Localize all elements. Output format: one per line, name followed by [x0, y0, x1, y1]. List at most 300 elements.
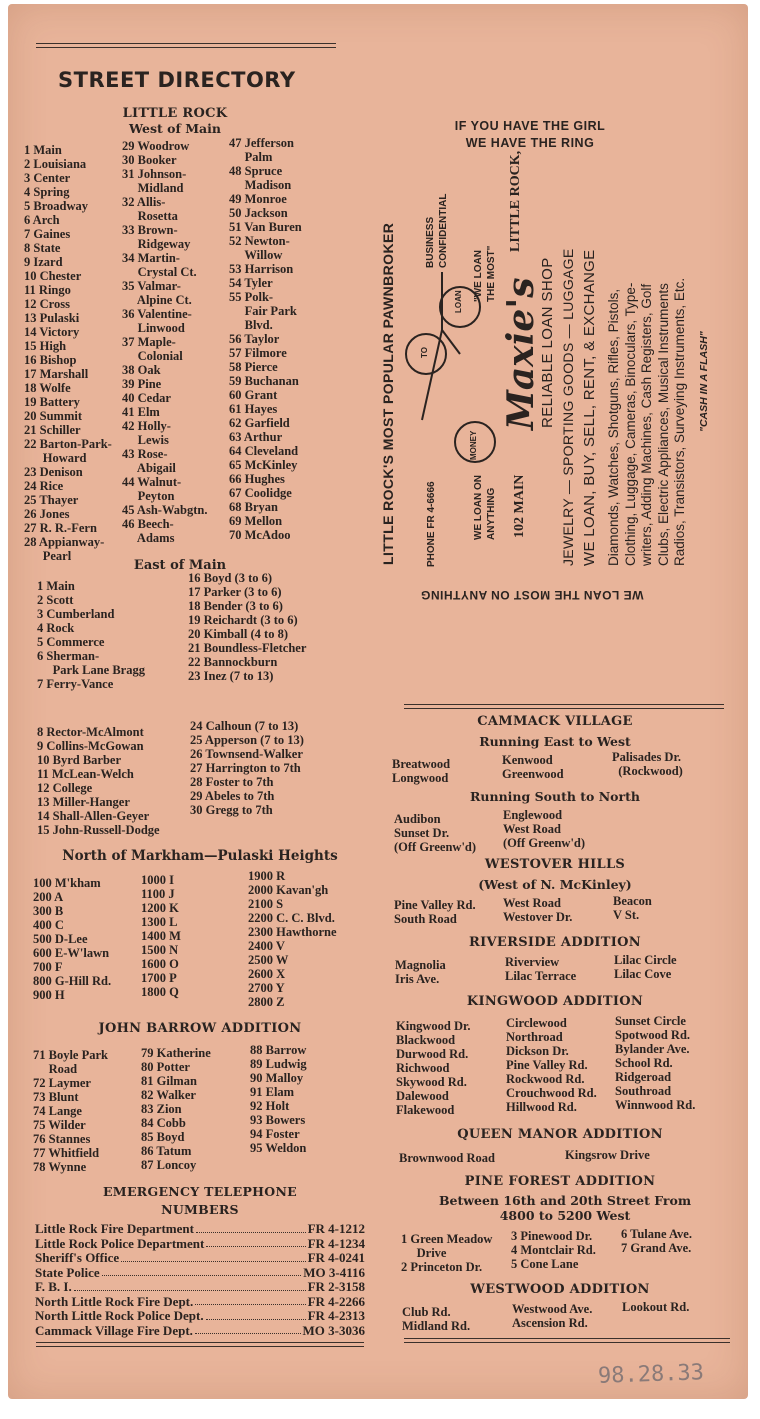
- markham-col1-item: 300 B: [33, 904, 64, 918]
- john-barrow-col3: [250, 1043, 307, 1155]
- west-main-col1-item: 10 Chester: [24, 269, 82, 283]
- markham-col1-item: 400 C: [33, 918, 64, 932]
- west-main-col1-item: 7 Gaines: [24, 227, 71, 241]
- west-main-col2-item: 41 Elm: [122, 405, 160, 419]
- ad-confidential-line1: BUSINESS: [425, 216, 436, 268]
- john-barrow-col3-item: 95 Weldon: [250, 1141, 307, 1155]
- john-barrow-col1-item: 77 Whitfield: [33, 1146, 100, 1160]
- emergency-phone-name: Little Rock Fire Department: [35, 1221, 194, 1236]
- markham-col3-item: 2700 Y: [248, 981, 285, 995]
- west-main-col1-item: 15 High: [24, 339, 67, 353]
- emergency-phone-number: FR 4-1234: [307, 1235, 365, 1251]
- west-main-col1-item: Pearl: [24, 549, 72, 563]
- markham-col2-item: 1400 M: [141, 929, 181, 943]
- west-main-col1-item: 18 Wolfe: [24, 381, 71, 395]
- west-main-col2-item: 38 Oak: [122, 363, 161, 377]
- emergency-phone-leader: [195, 1295, 305, 1306]
- westwood-col1-item: Midland Rd.: [402, 1319, 471, 1333]
- west-main-col2-item: 43 Rose-: [122, 447, 168, 461]
- east-main-col2-item: 16 Boyd (3 to 6): [188, 571, 273, 585]
- west-main-col2-item: Rosetta: [122, 209, 178, 223]
- west-main-col1-item: 17 Marshall: [24, 367, 89, 381]
- west-main-col1-item: 8 State: [24, 241, 61, 255]
- emergency-phone-name: F. B. I.: [35, 1279, 72, 1294]
- pine-forest-title: PINE FOREST ADDITION: [464, 1174, 656, 1189]
- westover-col2: [503, 896, 572, 924]
- kingwood-col2-item: Rockwood Rd.: [506, 1072, 585, 1086]
- cammack-ew-col3: [612, 750, 683, 778]
- markham-col3-item: 2800 Z: [248, 995, 285, 1009]
- cammack-sn-col2-item: (Off Greenw'd): [503, 836, 586, 850]
- west-main-col2-item: Peyton: [122, 489, 175, 503]
- cammack-ew-col3-item: Palisades Dr.: [612, 750, 681, 764]
- emergency-phone-row: [35, 1251, 365, 1266]
- ad-phone: PHONE FR 4-6666: [426, 481, 437, 567]
- cammack-rule: [404, 704, 724, 709]
- markham-col3-item: 2100 S: [248, 897, 284, 911]
- east-main-col4-item: 24 Calhoun (7 to 13): [190, 719, 299, 733]
- cammack-sn-col1: [394, 812, 476, 854]
- markham-col2-item: 1600 O: [141, 957, 179, 971]
- west-main-col1-item: 5 Broadway: [24, 199, 89, 213]
- west-main-col3-item: 57 Filmore: [229, 346, 287, 360]
- cammack-ew-col1: [392, 757, 450, 785]
- west-main-col3-item: Madison: [229, 178, 292, 192]
- john-barrow-col2-item: 87 Loncoy: [141, 1158, 197, 1172]
- cammack-ew-col1-item: Longwood: [392, 771, 449, 785]
- ad-jewelry: JEWELRY — SPORTING GOODS — LUGGAGE: [560, 248, 576, 566]
- pine-forest-col1-item: 1 Green Meadow: [401, 1232, 493, 1246]
- westover-col1: [394, 898, 476, 926]
- pine-forest-col2-item: 5 Cone Lane: [511, 1257, 579, 1271]
- west-main-col1-item: 21 Schiller: [24, 423, 81, 437]
- john-barrow-col2-item: 83 Zion: [141, 1102, 182, 1116]
- riverside-col2-item: Lilac Terrace: [505, 969, 577, 983]
- john-barrow-col1-item: Road: [33, 1062, 78, 1076]
- east-main-col3-item: 14 Shall-Allen-Geyer: [37, 809, 150, 823]
- ball-label-money: MONEY: [469, 430, 478, 460]
- cammack-title: CAMMACK VILLAGE: [477, 714, 633, 729]
- west-main-col2-item: 42 Holly-: [122, 419, 171, 433]
- john-barrow-col3-item: 91 Elam: [250, 1085, 295, 1099]
- east-main-col1-item: 2 Scott: [37, 593, 74, 607]
- little-rock-title: LITTLE ROCK: [122, 106, 228, 121]
- emergency-phone-name: State Police: [35, 1264, 100, 1280]
- west-main-col3-item: 59 Buchanan: [229, 374, 299, 388]
- emergency-phone-row: [35, 1237, 365, 1252]
- west-main-col3-item: 56 Taylor: [229, 332, 280, 346]
- east-main-col1-item: 3 Cumberland: [37, 607, 115, 621]
- cammack-ew-col2: [502, 753, 564, 781]
- west-main-col3-item: 47 Jefferson: [229, 136, 294, 150]
- east-main-col2-item: 18 Bender (3 to 6): [188, 599, 283, 613]
- ad-buy-sell: WE LOAN, BUY, SELL, RENT, & EXCHANGE: [581, 249, 598, 566]
- cammack-east-west: Running East to West: [479, 734, 631, 749]
- east-main-col4-item: 30 Gregg to 7th: [190, 803, 273, 817]
- westover-col2-item: West Road: [503, 896, 561, 910]
- kingwood-col3-item: Winnwood Rd.: [615, 1098, 696, 1112]
- west-main-col3-item: 70 McAdoo: [229, 528, 291, 542]
- west-main-col3-item: Palm: [229, 150, 273, 164]
- kingwood-col2-item: Northroad: [506, 1030, 563, 1044]
- emergency-phone-row: [35, 1266, 365, 1281]
- west-main-col1-item: 9 Izard: [24, 255, 63, 269]
- john-barrow-col1: [33, 1048, 108, 1174]
- westwood-col2-item: Ascension Rd.: [512, 1316, 588, 1330]
- west-main-col3-item: 61 Hayes: [229, 402, 278, 416]
- john-barrow-col2-item: 81 Gilman: [141, 1074, 197, 1088]
- west-main-col2-item: 46 Beech-: [122, 517, 174, 531]
- east-main-col1-item: 4 Rock: [37, 621, 75, 635]
- ad-items-line3: writers, Adding Machines, Cash Registers, Golf: [639, 283, 654, 566]
- ad-city: LITTLE ROCK,: [508, 150, 523, 252]
- west-main-col2-item: Abigail: [122, 461, 176, 475]
- markham-col1-item: 700 F: [33, 960, 63, 974]
- west-main-col2-item: Lewis: [122, 433, 169, 447]
- markham-col2-item: 1100 J: [141, 887, 175, 901]
- east-main-col4-item: 25 Apperson (7 to 13): [190, 733, 304, 747]
- ad-we-loan-on-line2: ANYTHING: [486, 487, 497, 540]
- west-main-col2-item: 40 Cedar: [122, 391, 171, 405]
- john-barrow-col1-item: 72 Laymer: [33, 1076, 91, 1090]
- west-main-col2-item: Adams: [122, 531, 175, 545]
- ball-label-loan: LOAN: [454, 290, 463, 313]
- emergency-phone-name: Cammack Village Fire Dept.: [35, 1322, 193, 1338]
- pine-forest-col2-item: 3 Pinewood Dr.: [511, 1229, 593, 1243]
- catalog-stamp: 98.28.33: [597, 1360, 705, 1389]
- kingwood-col1-item: Skywood Rd.: [396, 1075, 467, 1089]
- west-main-col1-item: 6 Arch: [24, 213, 60, 227]
- ad-items-line4: Clubs, Electric Appliances, Musical Instruments: [655, 283, 671, 566]
- west-main-col3-item: 69 Mellon: [229, 514, 283, 528]
- markham-col2-item: 1800 Q: [141, 985, 179, 999]
- west-main-col1-item: 26 Jones: [24, 507, 70, 521]
- john-barrow-col2-item: 79 Katherine: [141, 1046, 211, 1060]
- emergency-phone-number: MO 3-4116: [303, 1264, 365, 1280]
- emergency-phone-number: FR 4-0241: [307, 1250, 365, 1265]
- pine-forest-col1: [401, 1232, 492, 1274]
- kingwood-col1-item: Dalewood: [396, 1089, 449, 1103]
- ad-items-line1: Diamonds, Watches, Shotguns, Rifles, Pistols,: [606, 288, 621, 566]
- queen-manor-street2: Kingsrow Drive: [565, 1148, 650, 1162]
- west-main-col3-item: 54 Tyler: [229, 276, 273, 290]
- ad-items: [606, 278, 689, 566]
- markham-col1-item: 900 H: [33, 988, 65, 1002]
- john-barrow-col2: [141, 1046, 211, 1172]
- riverside-col1-item: Iris Ave.: [395, 972, 440, 986]
- east-main-col3: [37, 725, 160, 837]
- ad-cash-flash: "CASH IN A FLASH": [698, 331, 710, 432]
- cammack-ew-col2-item: Greenwood: [502, 767, 564, 781]
- west-main-col1-item: 3 Center: [24, 171, 71, 185]
- westwood-col3: [622, 1300, 689, 1314]
- east-main-col3-item: 10 Byrd Barber: [37, 753, 122, 767]
- pine-forest-col3: [621, 1227, 692, 1255]
- kingwood-col1-item: Richwood: [396, 1061, 450, 1075]
- pine-forest-col2: [511, 1229, 596, 1271]
- queen-manor-title: QUEEN MANOR ADDITION: [457, 1127, 663, 1142]
- west-main-col1-item: 13 Pulaski: [24, 311, 80, 325]
- queen-manor-street1: Brownwood Road: [399, 1151, 495, 1165]
- ad-tagline: [420, 118, 640, 152]
- markham-col1-item: 100 M'kham: [33, 876, 101, 890]
- emergency-phone-number: FR 4-2266: [307, 1293, 365, 1309]
- markham-col3-item: 2600 X: [248, 967, 286, 981]
- west-main-col3-item: 52 Newton-: [229, 234, 290, 248]
- riverside-col3: [614, 953, 677, 981]
- west-main-col3-item: 51 Van Buren: [229, 220, 302, 234]
- riverside-col2-item: Riverview: [505, 955, 560, 969]
- pine-forest-col3-item: 6 Tulane Ave.: [621, 1227, 692, 1241]
- kingwood-col1-item: Kingwood Dr.: [396, 1019, 471, 1033]
- east-main-title: East of Main: [133, 558, 227, 573]
- ad-we-loan-on-line1: WE LOAN ON: [473, 475, 484, 540]
- cammack-ew-col3-item: (Rockwood): [612, 764, 683, 778]
- cammack-sn-col1-item: Audibon: [394, 812, 441, 826]
- east-main-col4: [190, 719, 304, 817]
- westover-subtitle: (West of N. McKinley): [478, 877, 632, 892]
- kingwood-col2-item: Pine Valley Rd.: [506, 1058, 588, 1072]
- john-barrow-col1-item: 75 Wilder: [33, 1118, 86, 1132]
- kingwood-title: KINGWOOD ADDITION: [466, 994, 644, 1009]
- west-main-col2-item: Midland: [122, 181, 184, 195]
- west-main-col2-item: 45 Ash-Wabgtn.: [122, 503, 208, 517]
- west-main-col3-item: 65 McKinley: [229, 458, 298, 472]
- ad-we-loan-most-line2: THE MOST": [486, 245, 497, 302]
- john-barrow-col3-item: 88 Barrow: [250, 1043, 307, 1057]
- west-main-col3-item: 50 Jackson: [229, 206, 288, 220]
- east-main-col3-item: 12 College: [37, 781, 93, 795]
- emergency-phone-row: [35, 1309, 365, 1324]
- west-main-col1-item: 28 Appianway-: [24, 535, 105, 549]
- john-barrow-col1-item: 76 Stannes: [33, 1132, 91, 1146]
- westwood-title: WESTWOOD ADDITION: [470, 1282, 650, 1297]
- john-barrow-col1-item: 78 Wynne: [33, 1160, 87, 1174]
- ad-we-loan-most-line1: "WE LOAN: [473, 250, 484, 302]
- markham-col2-item: 1300 L: [141, 915, 178, 929]
- ball-label-to: TO: [420, 347, 429, 358]
- markham-col1: [33, 876, 111, 1002]
- west-main-col2-item: 31 Johnson-: [122, 167, 187, 181]
- emergency-subtitle: NUMBERS: [161, 1202, 239, 1217]
- john-barrow-col2-item: 82 Walker: [141, 1088, 196, 1102]
- emergency-phone-leader: [206, 1309, 306, 1320]
- kingwood-col1-item: Durwood Rd.: [396, 1047, 469, 1061]
- emergency-phone-leader: [206, 1237, 305, 1248]
- west-main-col1-item: 27 R. R.-Fern: [24, 521, 97, 535]
- markham-col2-item: 1700 P: [141, 971, 177, 985]
- john-barrow-col2-item: 86 Tatum: [141, 1144, 192, 1158]
- west-main-col1-item: 12 Cross: [24, 297, 70, 311]
- emergency-phone-row: [35, 1324, 365, 1339]
- east-main-col3-item: 9 Collins-McGowan: [37, 739, 144, 753]
- little-rock-subtitle: West of Main: [129, 121, 221, 136]
- west-main-col3: [229, 136, 302, 542]
- markham-col2: [141, 873, 181, 999]
- east-main-col1-item: 5 Commerce: [37, 635, 105, 649]
- ad-reliable: RELIABLE LOAN SHOP: [539, 257, 556, 428]
- westwood-col1-item: Club Rd.: [402, 1305, 451, 1319]
- east-main-col3-item: 15 John-Russell-Dodge: [37, 823, 160, 837]
- west-main-col1-item: 11 Ringo: [24, 283, 71, 297]
- west-main-col1-item: 1 Main: [24, 143, 62, 157]
- ad-tagline-line2: WE HAVE THE RING: [465, 136, 595, 150]
- john-barrow-col1-item: 71 Boyle Park: [33, 1048, 108, 1062]
- west-main-col2-item: 39 Pine: [122, 377, 162, 391]
- west-main-col3-item: Willow: [229, 248, 283, 262]
- west-main-col2: [122, 139, 207, 545]
- westover-col2-item: Westover Dr.: [503, 910, 573, 924]
- westover-col1-item: Pine Valley Rd.: [394, 898, 476, 912]
- john-barrow-col3-item: 94 Foster: [250, 1127, 300, 1141]
- ad-tagline-line1: IF YOU HAVE THE GIRL: [454, 119, 606, 133]
- west-main-col3-item: 49 Monroe: [229, 192, 287, 206]
- ad-items-line2: Clothing, Luggage, Cameras, Binoculars, Type-: [622, 282, 638, 566]
- west-main-col3-item: Blvd.: [229, 318, 273, 332]
- west-main-col3-item: 48 Spruce: [229, 164, 283, 178]
- east-main-col2-item: 21 Boundless-Fletcher: [188, 641, 307, 655]
- westover-col3-item: Beacon: [613, 894, 652, 908]
- east-main-col4-item: 28 Foster to 7th: [190, 775, 274, 789]
- kingwood-col2: [506, 1016, 597, 1114]
- east-main-col2-item: 20 Kimball (4 to 8): [188, 627, 288, 641]
- west-main-col2-item: Crystal Ct.: [122, 265, 197, 279]
- west-main-col1-item: 14 Victory: [24, 325, 80, 339]
- emergency-phone-leader: [195, 1324, 301, 1335]
- westover-col1-item: South Road: [394, 912, 457, 926]
- cammack-ew-col1-item: Breatwood: [392, 757, 451, 771]
- east-main-col2-item: 17 Parker (3 to 6): [188, 585, 282, 599]
- east-main-col2-item: 23 Inez (7 to 13): [188, 669, 274, 683]
- west-main-col1-item: 22 Barton-Park-: [24, 437, 112, 451]
- west-main-col3-item: Fair Park: [229, 304, 297, 318]
- markham-col3-item: 2300 Hawthorne: [248, 925, 337, 939]
- east-main-col4-item: 26 Townsend-Walker: [190, 747, 303, 761]
- pine-forest-sub1: Between 16th and 20th Street From: [438, 1193, 692, 1208]
- east-main-col1-item: Park Lane Bragg: [37, 663, 145, 677]
- west-main-col2-item: 29 Woodrow: [122, 139, 190, 153]
- emergency-phone-number: FR 4-2313: [307, 1308, 365, 1323]
- west-main-col3-item: 64 Cleveland: [229, 444, 299, 458]
- westwood-col3-item: Lookout Rd.: [622, 1300, 690, 1314]
- west-main-col1-item: 23 Denison: [24, 465, 83, 479]
- east-main-col4-item: 29 Abeles to 7th: [190, 789, 275, 803]
- john-barrow-col1-item: 73 Blunt: [33, 1090, 79, 1104]
- east-main-col1-item: 7 Ferry-Vance: [37, 677, 114, 691]
- west-main-col1-item: 20 Summit: [24, 409, 82, 423]
- west-main-col1-item: Howard: [24, 451, 87, 465]
- westwood-col2: [512, 1302, 592, 1330]
- west-main-col3-item: 53 Harrison: [229, 262, 294, 276]
- john-barrow-col2-item: 85 Boyd: [141, 1130, 185, 1144]
- kingwood-col2-item: Crouchwood Rd.: [506, 1086, 597, 1100]
- west-main-col1-item: 24 Rice: [24, 479, 64, 493]
- west-main-col3-item: 55 Polk-: [229, 290, 274, 304]
- markham-title: North of Markham—Pulaski Heights: [62, 848, 338, 864]
- westwood-col1: [402, 1305, 470, 1333]
- kingwood-col2-item: Hillwood Rd.: [506, 1100, 577, 1114]
- east-main-col3-item: 11 McLean-Welch: [37, 767, 134, 781]
- cammack-sn-col1-item: Sunset Dr.: [394, 826, 450, 840]
- east-main-col3-item: 13 Miller-Hanger: [37, 795, 130, 809]
- markham-col3-item: 2000 Kavan'gh: [248, 883, 329, 897]
- markham-col1-item: 600 E-W'lawn: [33, 946, 110, 960]
- emergency-phone-leader: [74, 1280, 306, 1291]
- riverside-col2: [505, 955, 576, 983]
- cammack-south-north: Running South to North: [470, 789, 640, 804]
- west-main-col1-item: 25 Thayer: [24, 493, 79, 507]
- kingwood-col3: [615, 1014, 695, 1112]
- emergency-phone-number: MO 3-3036: [302, 1322, 365, 1338]
- john-barrow-col3-item: 93 Bowers: [250, 1113, 306, 1127]
- markham-col1-item: 200 A: [33, 890, 64, 904]
- markham-col3-item: 2400 V: [248, 939, 285, 953]
- west-main-col2-item: 30 Booker: [122, 153, 177, 167]
- emergency-phone-leader: [121, 1251, 305, 1262]
- markham-col1-item: 800 G-Hill Rd.: [33, 974, 112, 988]
- emergency-phone-name: Little Rock Police Department: [35, 1235, 205, 1251]
- westwood-col2-item: Westwood Ave.: [512, 1302, 593, 1316]
- cammack-sn-col2-item: Englewood: [503, 808, 563, 822]
- east-main-col2: [188, 571, 306, 683]
- ad-confidential: [424, 194, 450, 268]
- west-main-col2-item: Colonial: [122, 349, 183, 363]
- top-left-rule: [36, 43, 336, 48]
- kingwood-col3-item: Sunset Circle: [615, 1014, 686, 1028]
- west-main-col2-item: 33 Brown-: [122, 223, 178, 237]
- kingwood-col1-item: Flakewood: [396, 1103, 455, 1117]
- cammack-sn-col2-item: West Road: [503, 822, 561, 836]
- ad-popular-pawnbroker: LITTLE ROCK'S MOST POPULAR PAWNBROKER: [380, 222, 396, 565]
- west-main-col3-item: 63 Arthur: [229, 430, 283, 444]
- markham-col3: [248, 869, 337, 1009]
- ad-address: 102 MAIN: [512, 474, 527, 538]
- west-main-col1: [24, 143, 112, 563]
- kingwood-col3-item: Spotwood Rd.: [615, 1028, 691, 1042]
- pine-forest-col2-item: 4 Montclair Rd.: [511, 1243, 596, 1257]
- kingwood-col3-item: Ridgeroad: [615, 1070, 672, 1084]
- john-barrow-col2-item: 84 Cobb: [141, 1116, 186, 1130]
- john-barrow-title: JOHN BARROW ADDITION: [98, 1021, 302, 1036]
- emergency-phone-list: [35, 1222, 365, 1338]
- west-main-col1-item: 16 Bishop: [24, 353, 77, 367]
- west-main-col3-item: 66 Hughes: [229, 472, 285, 486]
- west-main-col3-item: 67 Coolidge: [229, 486, 292, 500]
- kingwood-col3-item: Southroad: [615, 1084, 672, 1098]
- east-main-col1: [37, 579, 145, 691]
- west-main-col3-item: 62 Garfield: [229, 416, 290, 430]
- kingwood-col3-item: School Rd.: [615, 1056, 673, 1070]
- emergency-phone-row: [35, 1280, 365, 1295]
- emergency-phone-number: FR 4-1212: [307, 1221, 365, 1236]
- east-main-col4-item: 27 Harrington to 7th: [190, 761, 301, 775]
- pine-forest-col1-item: 2 Princeton Dr.: [401, 1260, 483, 1274]
- markham-col2-item: 1500 N: [141, 943, 179, 957]
- emergency-phone-name: North Little Rock Fire Dept.: [35, 1293, 194, 1309]
- riverside-col3-item: Lilac Circle: [614, 953, 677, 967]
- east-main-col3-item: 8 Rector-McAlmont: [37, 725, 144, 739]
- westover-title: WESTOVER HILLS: [484, 857, 626, 872]
- riverside-col1: [395, 958, 446, 986]
- ad-upside-down-slogan: WE LOAN THE MOST ON ANYTHING: [420, 588, 644, 602]
- west-main-col2-item: Alpine Ct.: [122, 293, 192, 307]
- markham-col2-item: 1200 K: [141, 901, 179, 915]
- east-main-col1-item: 6 Sherman-: [37, 649, 100, 663]
- ad-brand-name: Maxie's: [500, 277, 542, 430]
- ad-items-line5: Radios, Transistors, Surveying Instruments, Etc.: [672, 277, 687, 566]
- west-main-col2-item: 36 Valentine-: [122, 307, 192, 321]
- kingwood-col1: [396, 1019, 471, 1117]
